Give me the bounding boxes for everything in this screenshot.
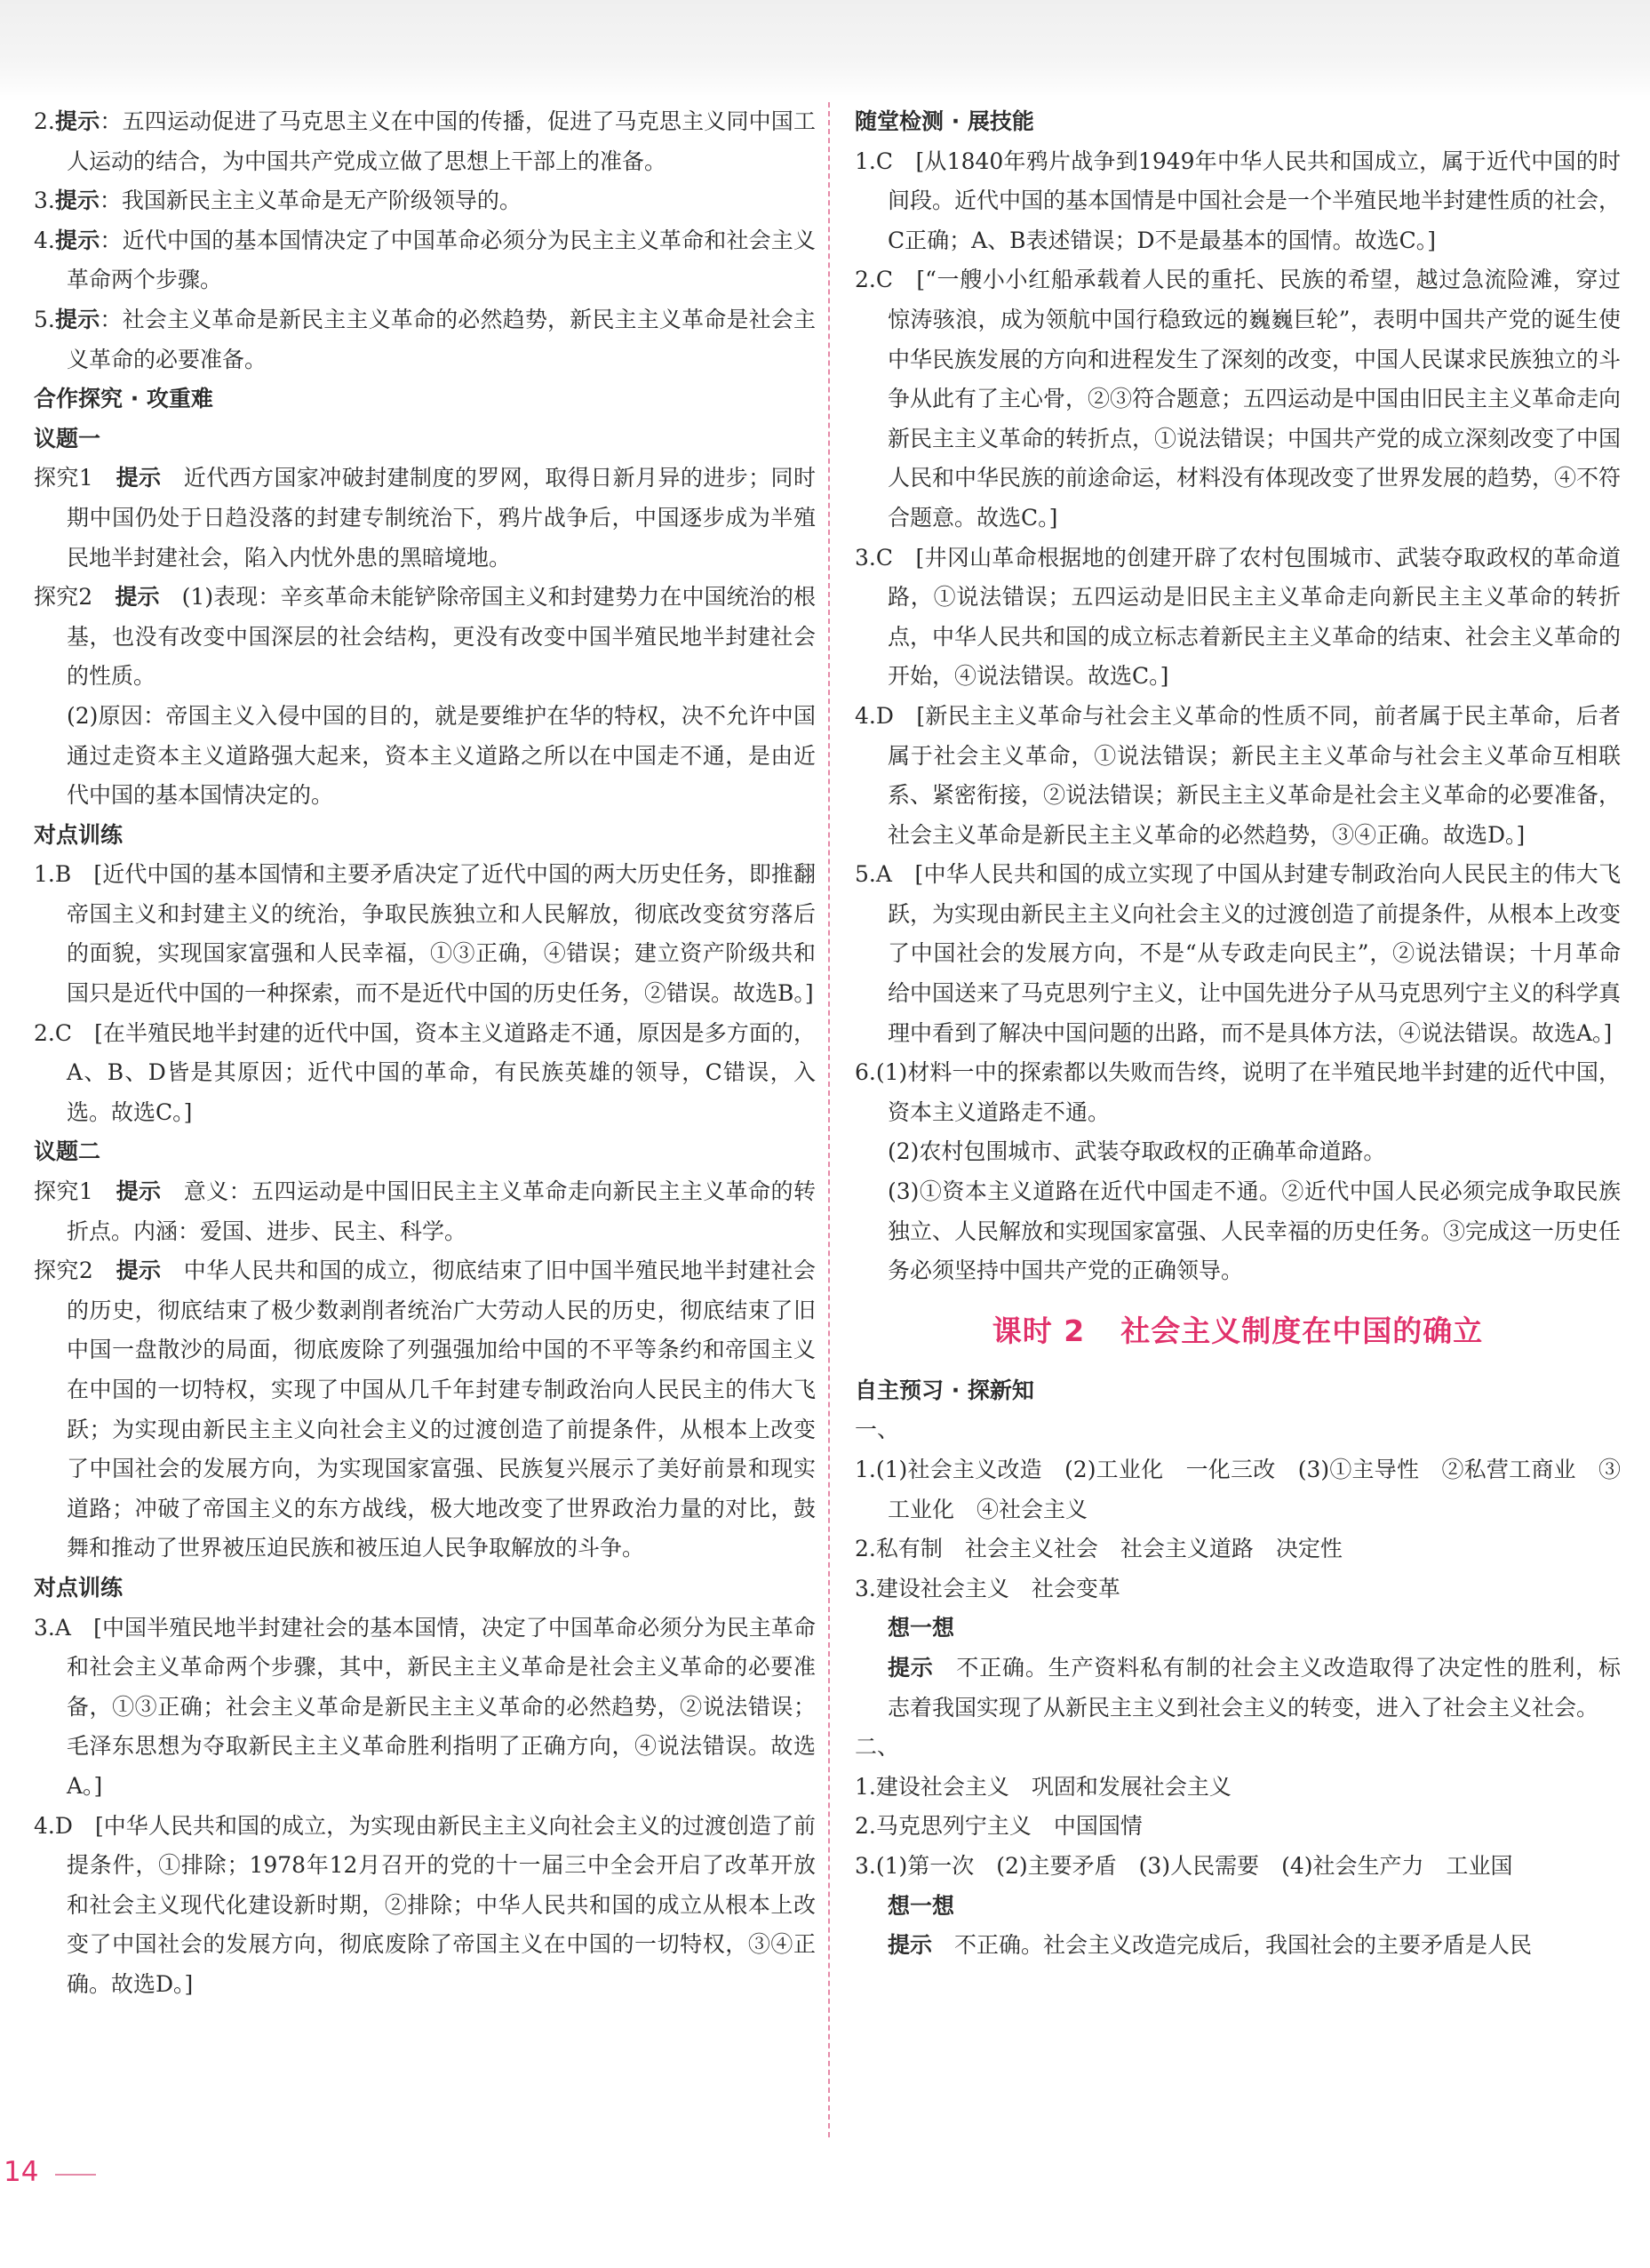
text-run: 3.C [井冈山革命根据地的创建开辟了农村包围城市、武装夺取政权的革命道路，①说法错误；五四运动是旧民主主义革命走向新民主主义革命的转折点，中华人民共和国的成立标志着新民主主义革命的结束、社会主义革命的开始，④说法错误。故选C。] bbox=[855, 544, 1622, 690]
text-run: 探究2 bbox=[34, 1258, 116, 1284]
text-run: 6.(1)材料一中的探索都以失败而告终，说明了在半殖民地半封建的近代中国，资本主义道路走不通。 bbox=[855, 1059, 1621, 1125]
text-run: 3. bbox=[34, 188, 55, 214]
section-heading: 自主预习 · 探新知 bbox=[855, 1377, 1034, 1403]
text-run: 1.B [近代中国的基本国情和主要矛盾决定了近代中国的两大历史任务，即推翻帝国主义和封建主义的统治，争取民族独立和人民解放，彻底改变贫穷落后的面貌，实现国家富强和人民幸福，①③正确，④错误；建立资产阶级共和国只是近代中国的一种探索，而不是近代中国的历史任务，②错误。故选B。] bbox=[34, 861, 816, 1007]
text-run: 3.(1)第一次 (2)主要矛盾 (3)人民需要 (4)社会生产力 工业国 bbox=[855, 1852, 1513, 1879]
bold-label: 提示 bbox=[54, 306, 100, 332]
section-heading: 议题一 bbox=[34, 425, 101, 451]
paragraph bbox=[34, 1609, 816, 1807]
bold-label: 提示 bbox=[888, 1932, 933, 1959]
paragraph bbox=[855, 1132, 1621, 1172]
text-run: 3.建设社会主义 社会变革 bbox=[855, 1575, 1120, 1601]
text-run: (2)原因：帝国主义入侵中国的目的，就是要维护在华的特权，决不允许中国通过走资本主义道路强大起来，资本主义道路之所以在中国走不通，是由近代中国的基本国情决定的。 bbox=[67, 702, 816, 809]
text-run: (1)表现：辛亥革命未能铲除帝国主义和封建势力在中国统治的根基，也没有改变中国深层的社会结构，更没有改变中国半殖民地半封建社会的性质。 bbox=[67, 584, 816, 690]
section-heading: 议题二 bbox=[34, 1138, 101, 1165]
paragraph bbox=[34, 459, 816, 578]
page-header-band bbox=[0, 0, 1650, 102]
text-run: ：我国新民主主义革命是无产阶级领导的。 bbox=[99, 188, 522, 214]
paragraph bbox=[855, 1728, 1621, 1768]
text-run: 1.建设社会主义 巩固和发展社会主义 bbox=[855, 1773, 1232, 1800]
text-run: 2. bbox=[34, 108, 55, 134]
text-run: 5.A [中华人民共和国的成立实现了中国从封建专制政治向人民民主的伟大飞跃，为实现由新民主主义向社会主义的过渡创造了前提条件，从根本上改变了中国社会的发展方向，不是“从专政走向民主”，②说法错误；十月革命给中国送来了马克思列宁主义，让中国先进分子从马克思列宁主义的科学真理中看到了解决中国问题的出路，而不是具体方法，④说法错误。故选A。] bbox=[855, 861, 1622, 1046]
paragraph bbox=[34, 1807, 816, 2005]
text-run: 探究1 bbox=[34, 1178, 116, 1205]
paragraph bbox=[34, 855, 816, 1013]
paragraph bbox=[855, 1172, 1621, 1291]
left-column bbox=[34, 102, 816, 2005]
paragraph bbox=[855, 1807, 1621, 1847]
paragraph bbox=[855, 1450, 1621, 1529]
text-run: 一、 bbox=[855, 1417, 900, 1443]
lesson-name: 社会主义制度在中国的确立 bbox=[1120, 1313, 1484, 1348]
bold-label: 提示 bbox=[54, 188, 100, 214]
paragraph bbox=[34, 578, 816, 697]
paragraph bbox=[34, 102, 816, 181]
paragraph bbox=[855, 855, 1621, 1053]
bold-label: 提示 bbox=[116, 465, 162, 491]
text-run: 1.C [从1840年鸦片战争到1949年中华人民共和国成立，属于近代中国的时间段。近代中国的基本国情是中国社会是一个半殖民地半封建性质的社会，C正确；A、B表述错误；D不是最基本的国情。故选C。] bbox=[855, 148, 1622, 253]
bold-label: 想一想 bbox=[888, 1892, 955, 1919]
text-run: ：近代中国的基本国情决定了中国革命必须分为民主主义革命和社会主义革命两个步骤。 bbox=[67, 227, 816, 293]
paragraph bbox=[34, 1251, 816, 1569]
text-run: 探究2 bbox=[34, 584, 116, 611]
text-run: 4.D [新民主主义革命与社会主义革命的性质不同，前者属于民主革命，后者属于社会主义革命，①说法错误；新民主主义革命与社会主义革命互相联系、紧密衔接，②说法错误；新民主主义革命是社会主义革命的必要准备，社会主义革命是新民主主义革命的必然趋势，③④正确。故选D。] bbox=[855, 702, 1622, 848]
text-run: 近代西方国家冲破封建制度的罗网，取得日新月异的进步；同时期中国仍处于日趋没落的封建专制统治下，鸦片战争后，中国逐步成为半殖民地半封建社会，陷入内忧外患的黑暗境地。 bbox=[67, 465, 816, 571]
text-run: 不正确。社会主义改造完成后，我国社会的主要矛盾是人民 bbox=[932, 1932, 1533, 1959]
lesson-number: 课时 2 bbox=[992, 1313, 1086, 1348]
bold-label: 提示 bbox=[115, 584, 160, 611]
bold-label: 提示 bbox=[116, 1178, 162, 1205]
paragraph bbox=[855, 1529, 1621, 1569]
paragraph bbox=[855, 1410, 1621, 1450]
text-run: 探究1 bbox=[34, 465, 116, 491]
text-run: 2.C [“一艘小小红船承载着人民的重托、民族的希望，越过急流险滩，穿过惊涛骇浪，成为领航中国行稳致远的巍巍巨轮”，表明中国共产党的诞生使中华民族发展的方向和进程发生了深刻的改变，中国人民谋求民族独立的斗争从此有了主心骨，②③符合题意；五四运动是中国由旧民主主义革命走向新民主主义革命的转折点，①说法错误；中国共产党的成立深刻改变了中国人民和中华民族的前途命运，材料没有体现改变了世界发展的趋势，④不符合题意。故选C。] bbox=[855, 267, 1622, 531]
paragraph bbox=[34, 1172, 816, 1251]
bold-label: 想一想 bbox=[888, 1615, 955, 1641]
bold-label: 提示 bbox=[54, 227, 100, 253]
paragraph bbox=[855, 1053, 1621, 1132]
section-heading: 对点训练 bbox=[34, 821, 124, 848]
section-heading: 对点训练 bbox=[34, 1574, 124, 1601]
text-run: 5. bbox=[34, 306, 55, 332]
paragraph bbox=[855, 1887, 1621, 1927]
paragraph bbox=[855, 697, 1621, 855]
paragraph bbox=[34, 221, 816, 300]
paragraph bbox=[34, 300, 816, 379]
page-number: 14 bbox=[4, 2156, 39, 2188]
text-run: 中华人民共和国的成立，彻底结束了旧中国半殖民地半封建社会的历史，彻底结束了极少数剥削者统治广大劳动人民的历史，彻底结束了旧中国一盘散沙的局面，彻底废除了列强强加给中国的不平等条约和帝国主义在中国的一切特权，实现了中国从几千年封建专制政治向人民民主的伟大飞跃；为实现由新民主主义向社会主义的过渡创造了前提条件，从根本上改变了中国社会的发展方向，为实现国家富强、民族复兴展示了美好前景和现实道路；冲破了帝国主义的东方战线，极大地改变了世界政治力量的对比，鼓舞和推动了世界被压迫民族和被压迫人民争取解放的斗争。 bbox=[67, 1258, 816, 1561]
text-run: 3.A [中国半殖民地半封建社会的基本国情，决定了中国革命必须分为民主革命和社会主义革命两个步骤，其中，新民主主义革命是社会主义革命的必要准备，①③正确；社会主义革命是新民主主义革命的必然趋势，②说法错误；毛泽东思想为夺取新民主主义革命胜利指明了正确方向，④说法错误。故选A。] bbox=[34, 1614, 816, 1799]
lesson-title bbox=[855, 1291, 1621, 1371]
paragraph bbox=[855, 1649, 1621, 1728]
paragraph bbox=[855, 1926, 1621, 1966]
text-run: 1.(1)社会主义改造 (2)工业化 一化三改 (3)①主导性 ②私营工商业 ③工业化 ④社会主义 bbox=[855, 1457, 1621, 1522]
page-number-rule bbox=[55, 2174, 96, 2176]
paragraph bbox=[855, 1768, 1621, 1808]
section-heading: 随堂检测 · 展技能 bbox=[855, 108, 1034, 134]
column-divider bbox=[828, 102, 830, 2137]
text-run: 4. bbox=[34, 227, 55, 253]
text-run: 2.马克思列宁主义 中国国情 bbox=[855, 1813, 1143, 1840]
paragraph bbox=[855, 142, 1621, 261]
paragraph bbox=[34, 697, 816, 816]
paragraph bbox=[855, 1847, 1621, 1887]
section-heading: 合作探究 · 攻重难 bbox=[34, 386, 213, 412]
text-run: 意义：五四运动是中国旧民主主义革命走向新民主主义革命的转折点。内涵：爱国、进步、民主、科学。 bbox=[67, 1178, 816, 1244]
text-run: 2.C [在半殖民地半封建的近代中国，资本主义道路走不通，原因是多方面的，A、B、D皆是其原因；近代中国的革命，有民族英雄的领导，C错误，入选。故选C。] bbox=[34, 1019, 816, 1125]
paragraph bbox=[855, 1569, 1621, 1609]
text-run: 4.D [中华人民共和国的成立，为实现由新民主主义向社会主义的过渡创造了前提条件，①排除；1978年12月召开的党的十一届三中全会开启了改革开放和社会主义现代化建设新时期，②排除；中华人民共和国的成立从根本上改变了中国社会的发展方向，彻底废除了帝国主义在中国的一切特权，③④正确。故选D。] bbox=[34, 1812, 816, 1997]
text-run: (3)①资本主义道路在近代中国走不通。②近代中国人民必须完成争取民族独立、人民解放和实现国家富强、人民幸福的历史任务。③完成这一历史任务必须坚持中国共产党的正确领导。 bbox=[888, 1178, 1622, 1284]
text-run: 不正确。生产资料私有制的社会主义改造取得了决定性的胜利，标志着我国实现了从新民主主义到社会主义的转变，进入了社会主义社会。 bbox=[888, 1654, 1621, 1721]
paragraph bbox=[34, 181, 816, 221]
paragraph bbox=[855, 260, 1621, 538]
text-run: 2.私有制 社会主义社会 社会主义道路 决定性 bbox=[855, 1536, 1343, 1562]
text-run: ：社会主义革命是新民主主义革命的必然趋势，新民主主义革命是社会主义革命的必要准备。 bbox=[67, 306, 816, 372]
bold-label: 提示 bbox=[888, 1654, 934, 1681]
paragraph bbox=[34, 1014, 816, 1133]
paragraph bbox=[855, 1609, 1621, 1649]
right-column bbox=[855, 102, 1621, 1966]
text-run: (2)农村包围城市、武装夺取政权的正确革命道路。 bbox=[888, 1138, 1386, 1165]
paragraph bbox=[855, 539, 1621, 697]
bold-label: 提示 bbox=[116, 1258, 162, 1284]
text-run: 二、 bbox=[855, 1734, 900, 1761]
text-run: ：五四运动促进了马克思主义在中国的传播，促进了马克思主义同中国工人运动的结合，为中国共产党成立做了思想上干部上的准备。 bbox=[67, 108, 816, 174]
bold-label: 提示 bbox=[54, 108, 100, 134]
